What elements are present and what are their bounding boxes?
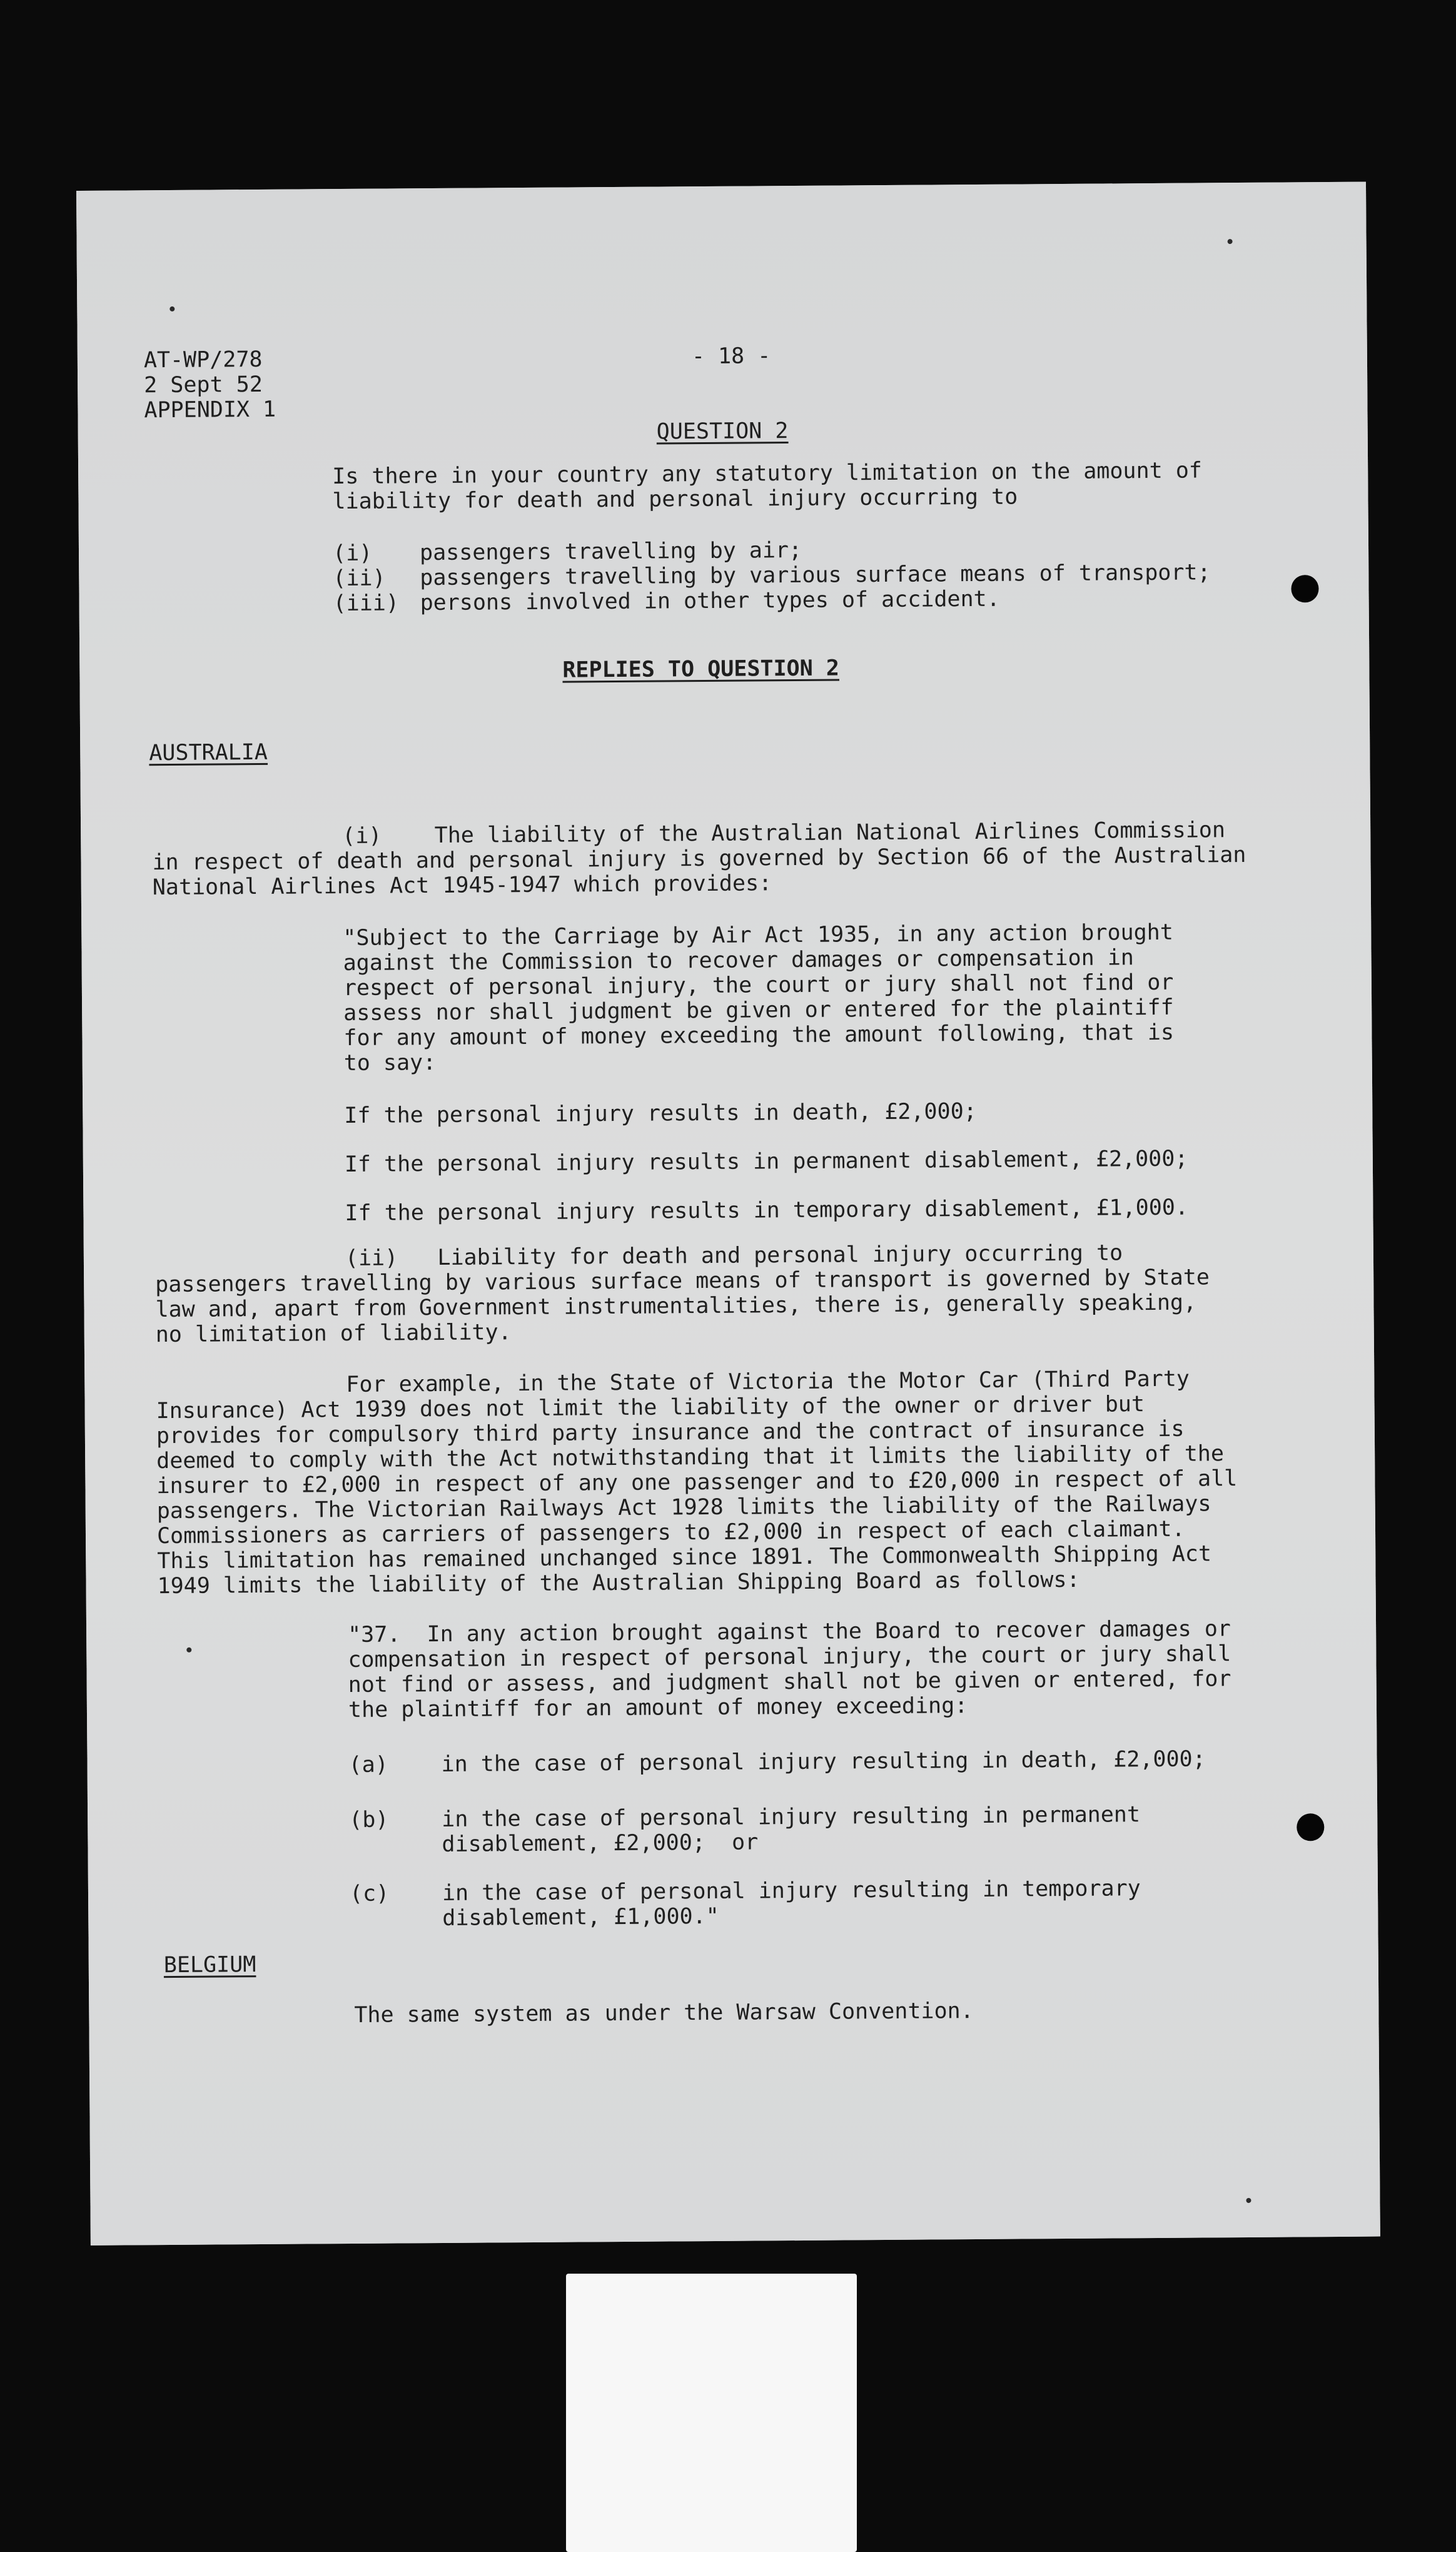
doc-reference: AT-WP/278	[143, 347, 263, 373]
australia-p3-line: 1949 limits the liability of the Australian Shipping Board as follows:	[157, 1567, 1080, 1599]
quote2-line: compensation in respect of personal injury, the court or jury shall	[348, 1641, 1231, 1673]
australia-p3-line: deemed to comply with the Act notwithstanding that it limits the liability of the	[156, 1441, 1225, 1474]
blank-label-card	[566, 2274, 857, 2552]
sub-item-text: in the case of personal injury resulting in death, £2,000;	[441, 1746, 1206, 1777]
punch-hole	[1291, 575, 1318, 602]
australia-p1-line: (i) The liability of the Australian National Airlines Commission	[342, 818, 1226, 849]
question-text-line2: liability for death and personal injury occurring to	[332, 484, 1018, 515]
question-title: QUESTION 2	[656, 418, 789, 445]
australia-heading: AUSTRALIA	[149, 739, 268, 766]
quote-line: against the Commission to recover damages or compensation in	[343, 945, 1135, 976]
australia-p1-line: in respect of death and personal injury is governed by Section 66 of the Australian	[152, 842, 1246, 876]
australia-p1-line: National Airlines Act 1945-1947 which provides:	[152, 871, 772, 901]
doc-appendix: APPENDIX 1	[144, 397, 276, 423]
australia-p3-line: Insurance) Act 1939 does not limit the liability of the owner or driver but	[156, 1392, 1145, 1424]
question-item-text: passengers travelling by various surface means of transport;	[420, 560, 1211, 591]
document-page	[76, 182, 1380, 2246]
limit-death: If the personal injury results in death, £2,000;	[344, 1098, 977, 1129]
quote-line: "Subject to the Carriage by Air Act 1935, in any action brought	[343, 919, 1173, 951]
australia-p3-line: This limitation has remained unchanged since 1891. The Commonwealth Shipping Act	[157, 1541, 1212, 1574]
question-text-line1: Is there in your country any statutory limitation on the amount of	[332, 458, 1203, 490]
question-item-text: passengers travelling by air;	[419, 537, 802, 566]
australia-p3-line: Commissioners as carriers of passengers to £2,000 in respect of each claimant.	[156, 1516, 1185, 1549]
quote2-line: not find or assess, and judgment shall not be given or entered, for	[348, 1666, 1231, 1698]
sub-item-text: disablement, £1,000."	[442, 1903, 719, 1931]
quote-line: assess nor shall judgment be given or entered for the plaintiff	[343, 995, 1174, 1026]
quote2-line: "37. In any action brought against the Board to recover damages or	[347, 1616, 1231, 1648]
doc-date: 2 Sept 52	[144, 372, 263, 398]
page-number: - 18 -	[691, 343, 771, 370]
ink-speck	[1246, 2198, 1251, 2203]
punch-hole	[1297, 1813, 1324, 1841]
sub-item-text: in the case of personal injury resulting in permanent	[442, 1802, 1141, 1832]
australia-p2-line: (ii) Liability for death and personal injury occurring to	[345, 1240, 1123, 1272]
question-item-number: (i)	[332, 540, 373, 567]
question-item-number: (iii)	[333, 590, 400, 617]
sub-item-number: (a)	[348, 1752, 388, 1778]
belgium-text: The same system as under the Warsaw Convention.	[354, 1998, 974, 2028]
belgium-heading: BELGIUM	[163, 1952, 256, 1978]
question-item-number: (ii)	[333, 565, 386, 592]
australia-p2-line: law and, apart from Government instrumentalities, there is, generally speaking,	[155, 1290, 1197, 1323]
ink-speck	[1228, 239, 1233, 244]
ink-speck	[186, 1648, 191, 1653]
australia-p2-line: passengers travelling by various surface means of transport is governed by State	[155, 1265, 1210, 1298]
limit-temporary: If the personal injury results in temporary disablement, £1,000.	[345, 1195, 1189, 1227]
question-item-text: persons involved in other types of accident.	[420, 586, 1000, 616]
australia-p3-line: provides for compulsory third party insurance and the contract of insurance is	[156, 1416, 1185, 1449]
australia-p2-line: no limitation of liability.	[155, 1320, 512, 1348]
australia-p3-line: insurer to £2,000 in respect of any one passenger and to £20,000 in respect of all	[156, 1466, 1238, 1499]
quote-line: respect of personal injury, the court or jury shall not find or	[343, 970, 1174, 1001]
limit-permanent: If the personal injury results in permanent disablement, £2,000;	[344, 1146, 1188, 1178]
quote-line: to say:	[343, 1050, 437, 1076]
sub-item-number: (b)	[349, 1807, 389, 1833]
replies-title: REPLIES TO QUESTION 2	[562, 656, 840, 683]
ink-speck	[169, 306, 174, 311]
australia-p3-line: passengers. The Victorian Railways Act 1928 limits the liability of the Railways	[156, 1491, 1211, 1524]
sub-item-number: (c)	[349, 1881, 390, 1907]
quote-line: for any amount of money exceeding the amount following, that is	[343, 1020, 1175, 1051]
australia-p3-line: For example, in the State of Victoria the Motor Car (Third Party	[346, 1366, 1190, 1398]
sub-item-text: disablement, £2,000; or	[442, 1830, 759, 1857]
quote2-line: the plaintiff for an amount of money exceeding:	[348, 1693, 968, 1723]
sub-item-text: in the case of personal injury resulting in temporary	[442, 1876, 1141, 1906]
